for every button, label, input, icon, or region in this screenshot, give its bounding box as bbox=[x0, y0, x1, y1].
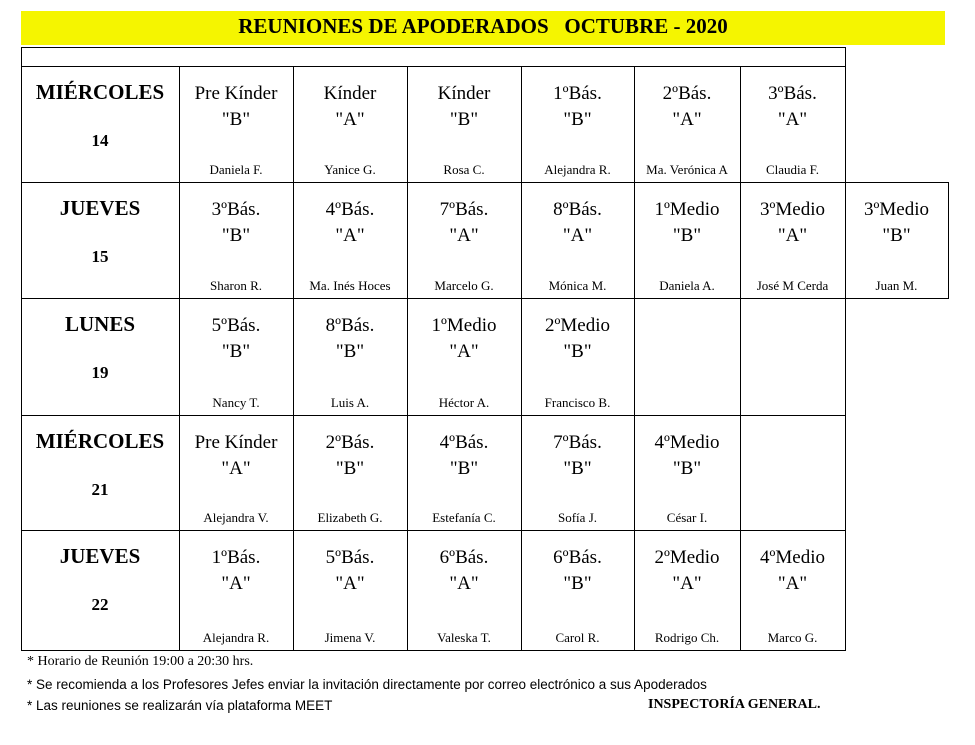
teacher-name: Jimena V. bbox=[324, 630, 376, 645]
day-label bbox=[21, 196, 179, 267]
grade-label: Kínder bbox=[323, 83, 377, 104]
grade-label: 7ºBás. bbox=[553, 432, 602, 453]
grade-label: 5ºBás. bbox=[325, 547, 375, 568]
grade-label: 2ºMedio bbox=[654, 547, 720, 568]
grade-label: 4ºMedio bbox=[654, 432, 720, 453]
grade-label: 1ºMedio bbox=[431, 315, 497, 336]
section-label: "B" bbox=[335, 458, 365, 479]
meeting-cell bbox=[407, 547, 521, 650]
meeting-cell bbox=[740, 83, 845, 182]
section-label: "B" bbox=[221, 225, 251, 246]
section-label: "B" bbox=[335, 341, 365, 362]
teacher-name: Luis A. bbox=[330, 395, 370, 410]
day-name: MIÉRCOLES bbox=[35, 80, 165, 104]
section-label: "A" bbox=[449, 341, 479, 362]
section-label: "A" bbox=[221, 573, 251, 594]
grade-label: Pre Kínder bbox=[194, 83, 278, 104]
grade-label: 8ºBás. bbox=[325, 315, 375, 336]
day-name: MIÉRCOLES bbox=[35, 429, 165, 453]
teacher-name: Estefanía C. bbox=[432, 510, 496, 525]
section-label: "B" bbox=[672, 458, 702, 479]
table-column-divider bbox=[845, 66, 846, 182]
teacher-name: Marcelo G. bbox=[434, 278, 494, 293]
table-row-divider bbox=[21, 530, 846, 531]
day-label bbox=[21, 80, 179, 151]
grade-label: 3ºBás. bbox=[211, 199, 261, 220]
grade-label: 3ºMedio bbox=[864, 199, 929, 220]
section-label: "A" bbox=[777, 225, 808, 246]
section-label: "A" bbox=[335, 225, 365, 246]
meeting-cell bbox=[179, 83, 293, 182]
teacher-name: Daniela A. bbox=[659, 278, 715, 293]
day-name: JUEVES bbox=[59, 196, 141, 220]
meeting-cell bbox=[293, 547, 407, 650]
section-label: "A" bbox=[335, 109, 365, 130]
section-label: "B" bbox=[449, 458, 479, 479]
teacher-name: Alejandra R. bbox=[544, 162, 611, 177]
footer-signature: INSPECTORÍA GENERAL. bbox=[648, 697, 821, 712]
teacher-name: Juan M. bbox=[875, 278, 918, 293]
teacher-name: Yanice G. bbox=[324, 162, 376, 177]
grade-label: 5ºBás. bbox=[211, 315, 261, 336]
page-title: REUNIONES DE APODERADOS OCTUBRE - 2020 bbox=[21, 11, 945, 45]
table-row-divider bbox=[21, 298, 949, 299]
meeting-cell bbox=[407, 315, 521, 415]
meeting-cell bbox=[407, 83, 521, 182]
day-date: 15 bbox=[91, 247, 109, 266]
day-label bbox=[21, 312, 179, 383]
teacher-name: Héctor A. bbox=[438, 395, 490, 410]
meeting-cell bbox=[521, 547, 634, 650]
meeting-cell bbox=[845, 199, 948, 298]
meeting-cell bbox=[179, 315, 293, 415]
day-date: 22 bbox=[91, 595, 109, 614]
meeting-cell bbox=[634, 199, 740, 298]
day-label bbox=[21, 429, 179, 500]
section-label: "B" bbox=[563, 458, 592, 479]
day-name: LUNES bbox=[64, 312, 136, 336]
teacher-name: Valeska T. bbox=[437, 630, 491, 645]
grade-label: 4ºBás. bbox=[439, 432, 489, 453]
meeting-cell bbox=[740, 547, 845, 650]
meeting-cell bbox=[521, 199, 634, 298]
teacher-name: Rodrigo Ch. bbox=[654, 630, 720, 645]
day-date: 19 bbox=[91, 363, 109, 382]
meeting-cell bbox=[407, 432, 521, 530]
grade-label: Pre Kínder bbox=[194, 432, 278, 453]
grade-label: 6ºBás. bbox=[553, 547, 602, 568]
table-border-top bbox=[21, 47, 845, 48]
section-label: "A" bbox=[777, 109, 808, 130]
section-label: "A" bbox=[449, 573, 479, 594]
section-label: "B" bbox=[449, 109, 479, 130]
teacher-name: Daniela F. bbox=[209, 162, 263, 177]
section-label: "B" bbox=[672, 225, 702, 246]
teacher-name: Sofía J. bbox=[558, 510, 597, 525]
day-date: 14 bbox=[91, 131, 109, 150]
table-column-divider bbox=[845, 530, 846, 650]
day-date: 21 bbox=[91, 480, 109, 499]
table-row-divider bbox=[21, 66, 846, 67]
teacher-name: Ma. Inés Hoces bbox=[309, 278, 391, 293]
grade-label: 1ºBás. bbox=[553, 83, 602, 104]
section-label: "B" bbox=[563, 109, 592, 130]
meeting-cell bbox=[521, 315, 634, 415]
footer-note-platform: * Las reuniones se realizarán vía plataforma MEET bbox=[27, 698, 333, 713]
grade-label: 8ºBás. bbox=[553, 199, 602, 220]
grade-label: 2ºBás. bbox=[662, 83, 712, 104]
teacher-name: Carol R. bbox=[555, 630, 600, 645]
teacher-name: Rosa C. bbox=[443, 162, 485, 177]
teacher-name: César I. bbox=[666, 510, 708, 525]
day-label bbox=[21, 544, 179, 615]
meeting-cell bbox=[293, 432, 407, 530]
meeting-cell bbox=[634, 83, 740, 182]
table-column-divider bbox=[634, 298, 635, 415]
footer-note-invitation: * Se recomienda a los Profesores Jefes enviar la invitación directamente por correo electrónico a sus Apoderados bbox=[27, 677, 707, 692]
teacher-name: Elizabeth G. bbox=[317, 510, 383, 525]
meeting-cell bbox=[293, 315, 407, 415]
teacher-name: Sharon R. bbox=[210, 278, 262, 293]
teacher-name: Ma. Verónica A bbox=[646, 162, 728, 177]
table-border-extra bbox=[948, 182, 949, 298]
grade-label: 4ºBás. bbox=[325, 199, 375, 220]
meeting-cell bbox=[293, 83, 407, 182]
teacher-name: Claudia F. bbox=[765, 162, 820, 177]
section-label: "A" bbox=[562, 225, 593, 246]
meeting-cell bbox=[634, 547, 740, 650]
section-label: "A" bbox=[335, 573, 365, 594]
teacher-name: Francisco B. bbox=[544, 395, 611, 410]
meeting-cell bbox=[634, 432, 740, 530]
teacher-name: Nancy T. bbox=[212, 395, 260, 410]
section-label: "B" bbox=[221, 109, 251, 130]
grade-label: 2ºBás. bbox=[325, 432, 375, 453]
table-row-divider bbox=[21, 650, 846, 651]
meeting-cell bbox=[740, 199, 845, 298]
section-label: "B" bbox=[221, 341, 251, 362]
section-label: "A" bbox=[221, 458, 251, 479]
teacher-name: Marco G. bbox=[767, 630, 818, 645]
meeting-cell bbox=[179, 432, 293, 530]
grade-label: Kínder bbox=[437, 83, 491, 104]
meeting-cell bbox=[179, 547, 293, 650]
teacher-name: Alejandra V. bbox=[203, 510, 269, 525]
table-row-divider bbox=[21, 182, 949, 183]
table-row-divider bbox=[21, 415, 846, 416]
grade-label: 1ºBás. bbox=[211, 547, 261, 568]
grade-label: 1ºMedio bbox=[654, 199, 720, 220]
section-label: "A" bbox=[672, 109, 702, 130]
footer-note-schedule: * Horario de Reunión 19:00 a 20:30 hrs. bbox=[27, 654, 254, 669]
meeting-cell bbox=[179, 199, 293, 298]
table-column-divider bbox=[740, 298, 741, 415]
meeting-cell bbox=[521, 432, 634, 530]
meeting-cell bbox=[407, 199, 521, 298]
grade-label: 3ºBás. bbox=[768, 83, 817, 104]
section-label: "A" bbox=[449, 225, 479, 246]
grade-label: 3ºMedio bbox=[760, 199, 825, 220]
grade-label: 6ºBás. bbox=[439, 547, 489, 568]
day-name: JUEVES bbox=[59, 544, 141, 568]
section-label: "B" bbox=[563, 573, 592, 594]
section-label: "A" bbox=[777, 573, 808, 594]
meeting-cell bbox=[293, 199, 407, 298]
table-column-divider bbox=[740, 415, 741, 530]
grade-label: 7ºBás. bbox=[439, 199, 489, 220]
teacher-name: José M Cerda bbox=[756, 278, 829, 293]
teacher-name: Mónica M. bbox=[548, 278, 607, 293]
grade-label: 4ºMedio bbox=[760, 547, 825, 568]
meeting-cell bbox=[521, 83, 634, 182]
section-label: "A" bbox=[672, 573, 702, 594]
grade-label: 2ºMedio bbox=[545, 315, 610, 336]
section-label: "B" bbox=[882, 225, 911, 246]
section-label: "B" bbox=[563, 341, 592, 362]
teacher-name: Alejandra R. bbox=[202, 630, 270, 645]
